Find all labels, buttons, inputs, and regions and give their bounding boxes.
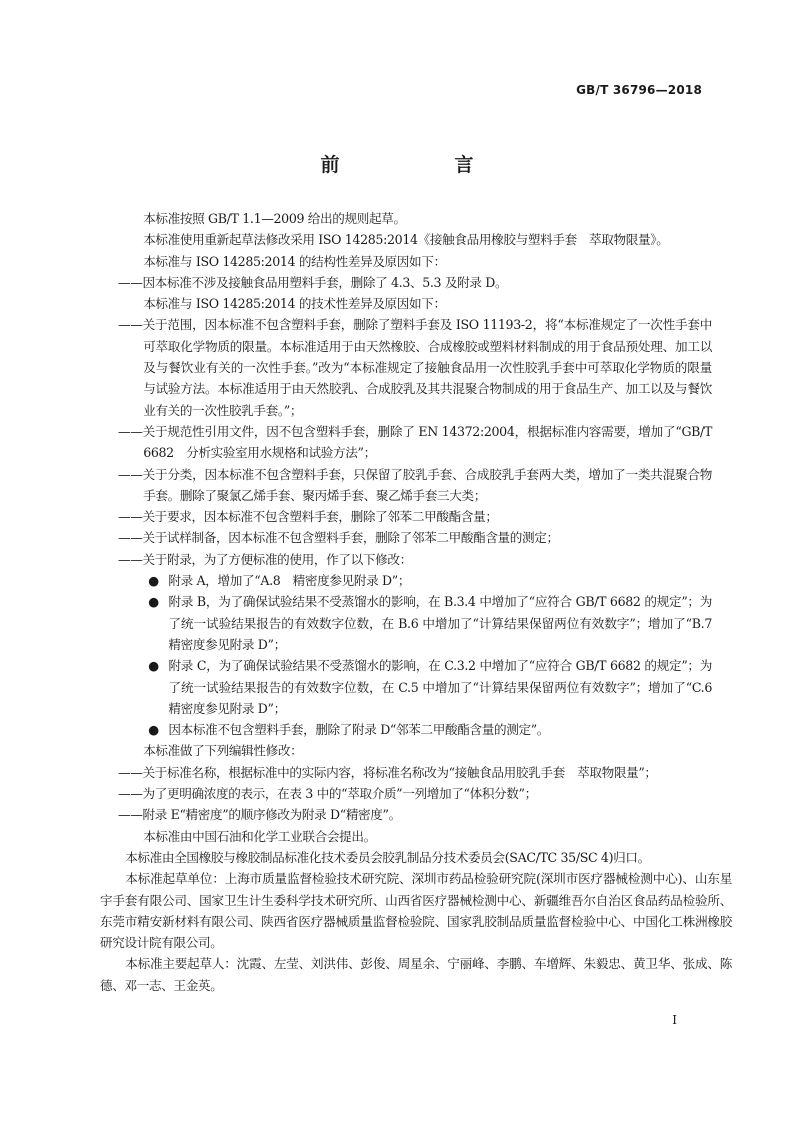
paragraph: 本标准按照 GB/T 1.1—2009 给出的规则起草。 [143, 211, 406, 226]
paragraph: 本标准做了下列编辑性修改： [143, 743, 303, 759]
dash-list-item: ——关于要求，因本标准不包含塑料手套，删除了邻苯二甲酸酯含量； [118, 509, 498, 525]
dash-list-item: ——关于分类，因本标准不包含塑料手套，只保留了胶乳手套、合成胶乳手套两大类，增加了一类共混聚合物手套。删除了聚氯乙烯手套、聚丙烯手套、聚乙烯手套三大类； [118, 466, 712, 503]
dash-list-item: ——为了更明确浓度的表示，在表 3 中的“萃取介质”一列增加了“体积分数”； [118, 786, 537, 802]
bullet-text: 因本标准不包含塑料手套，删除了附录 D“邻苯二甲酸酯含量的测定”。 [168, 722, 550, 738]
paragraph: 本标准由全国橡胶与橡胶制品标准化技术委员会胶乳制品分技术委员会(SAC/TC 35/SC 4)归口。 [125, 849, 650, 865]
paragraph: 本标准由中国石油和化学工业联合会提出。 [143, 828, 376, 844]
bullet-text: 附录 C，为了确保试验结果不受蒸馏水的影响，在 C.3.2 中增加了“应符合 GB/T 6682 的规定”；为了统一试验结果报告的有效数字位数，在 C.5 中增加了“计算结果保留两位有效数字”；增加了“C.6 精密度参见附录 D”； [168, 658, 725, 716]
bullet-list-item [118, 570, 712, 591]
bullet-list-item [118, 591, 725, 655]
paragraph: 本标准与 ISO 14285:2014 的技术性差异及原因如下： [143, 296, 446, 312]
page-title: 前 言 [320, 154, 522, 176]
document-body [100, 208, 732, 996]
dash-list-item: ——关于规范性引用文件，因不包含塑料手套，删除了 EN 14372:2004，根据标准内容需要，增加了“GB/T 6682 分析实验室用水规格和试验方法”； [118, 423, 712, 461]
bullet-icon: ● [148, 722, 159, 738]
bullet-text: 附录 B，为了确保试验结果不受蒸馏水的影响，在 B.3.4 中增加了“应符合 GB/T 6682 的规定”；为了统一试验结果报告的有效数字位数，在 B.6 中增加了“计算结果保留两位有效数字”；增加了“B.7 精密度参见附录 D”； [168, 594, 725, 652]
dash-list-item: ——关于范围，因本标准不包含塑料手套，删除了塑料手套及 ISO 11193-2，将“本标准规定了一次性手套中可萃取化学物质的限量。本标准适用于由天然橡胶、合成橡胶或塑料材料制成的用于食品预处理、加工以及与餐饮业有关的一次性手套。”改为“本标准规定了接触食品用一次性胶乳手套中可萃取化学物质的限量与试验方法。本标准适用于由天然胶乳、合成胶乳及其共混聚合物制成的用于食品生产、加工以及与餐饮业有关的一次性胶乳手套。”； [118, 317, 712, 418]
paragraph: 本标准与 ISO 14285:2014 的结构性差异及原因如下： [143, 253, 446, 269]
page-number: I [672, 1013, 677, 1027]
bullet-list-item [118, 655, 725, 719]
dash-list-item: ——关于附录，为了方便标准的使用，作了以下修改： [118, 551, 412, 567]
bullet-list-item [118, 719, 712, 740]
standard-number: GB/T 36796—2018 [576, 83, 702, 97]
dash-list-item: ——因本标准不涉及接触食品用塑料手套，删除了 4.3、5.3 及附录 D。 [118, 274, 508, 290]
bullet-icon: ● [148, 658, 159, 674]
dash-list-item: ——关于试样制备，因本标准不包含塑料手套，删除了邻苯二甲酸酯含量的测定； [118, 530, 559, 546]
paragraph: 本标准使用重新起草法修改采用 ISO 14285:2014《接触食品用橡胶与塑料手套 萃取物限量》。 [143, 232, 669, 248]
bullet-icon: ● [148, 573, 159, 589]
paragraph: 本标准主要起草人：沈霞、左莹、刘洪伟、彭俊、周星余、宁丽峰、李鹏、车增辉、朱毅忠、黄卫华、张成、陈德、邓一志、王金英。 [100, 956, 732, 993]
bullet-text: 附录 A，增加了“A.8 精密度参见附录 D”； [168, 573, 411, 589]
dash-list-item: ——关于标准名称，根据标准中的实际内容，将标准名称改为“接触食品用胶乳手套 萃取物限量”； [118, 764, 657, 780]
paragraph: 本标准起草单位：上海市质量监督检验技术研究院、深圳市药品检验研究院(深圳市医疗器械检测中心)、山东星宇手套有限公司、国家卫生计生委科学技术研究所、山西省医疗器械检测中心、新疆维吾尔自治区食品药品检验所、东莞市精安新材料有限公司、陕西省医疗器械质量监督检验院、国家乳胶制品质量监督检验中心、中国化工株洲橡胶研究设计院有限公司。 [100, 871, 732, 951]
bullet-icon: ● [148, 594, 159, 610]
dash-list-item: ——附录 E“精密度”的顺序修改为附录 D“精密度”。 [118, 807, 401, 823]
